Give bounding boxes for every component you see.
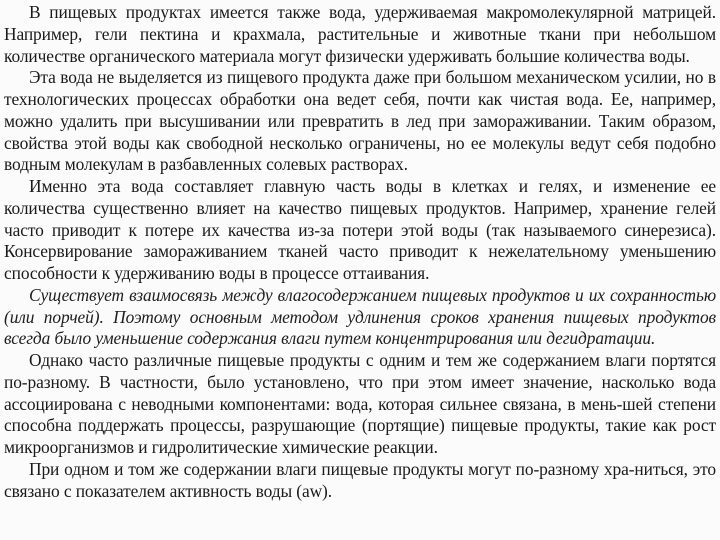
document-body	[4, 2, 716, 502]
paragraph-bound-water-spoilage: Однако часто различные пищевые продукты с одним и тем же содержанием влаги портятся по-разному. В частности, было установлено, что при этом имеет значение, насколько вода ассоциирована с неводными компонентами: вода, которая сильнее связана, в мень-шей степени способна поддержать процессы, разрушающие (портящие) пищевые продукты, такие как рост микроорганизмов и гидролитические химические реакции.	[4, 350, 716, 457]
paragraph-water-in-cells-and-gels: Именно эта вода составляет главную часть воды в клетках и гелях, и изменение ее количества существенно влияет на качество пищевых продуктов. Например, хранение гелей часто приводит к потере их качества из-за потери этой воды (так называемого синерезиса). Консервирование замораживанием тканей часто приводит к нежелательному уменьшению способности к удерживанию воды в процессе оттаивания.	[4, 176, 716, 283]
paragraph-macromolecular-matrix-water: В пищевых продуктах имеется также вода, удерживаемая макромолекулярной матрицей. Например, гели пектина и крахмала, растительные и животные ткани при небольшом количестве органического материала могут физически удерживать большие количества воды.	[4, 2, 716, 66]
paragraph-water-activity: При одном и том же содержании влаги пищевые продукты могут по-разному хра-ниться, это связано с показателем активность воды (aw).	[4, 458, 716, 501]
paragraph-water-behavior: Эта вода не выделяется из пищевого продукта даже при большом механическом усилии, но в технологических процессах обработки она ведет себя, почти как чистая вода. Ее, например, можно удалить при высушивании или превратить в лед при замораживании. Таким образом, свойства этой воды как свободной несколько ограничены, но ее молекулы ведут себя подобно водным молекулам в разбавленных солевых растворах.	[4, 67, 716, 175]
paragraph-moisture-and-preservation: Существует взаимосвязь между влагосодержанием пищевых продуктов и их сохранностью (или порчей). Поэтому основным методом удлинения сроков хранения пищевых продуктов всегда было уменьшение содержания влаги путем концентрирования или дегидратации.	[4, 284, 716, 349]
